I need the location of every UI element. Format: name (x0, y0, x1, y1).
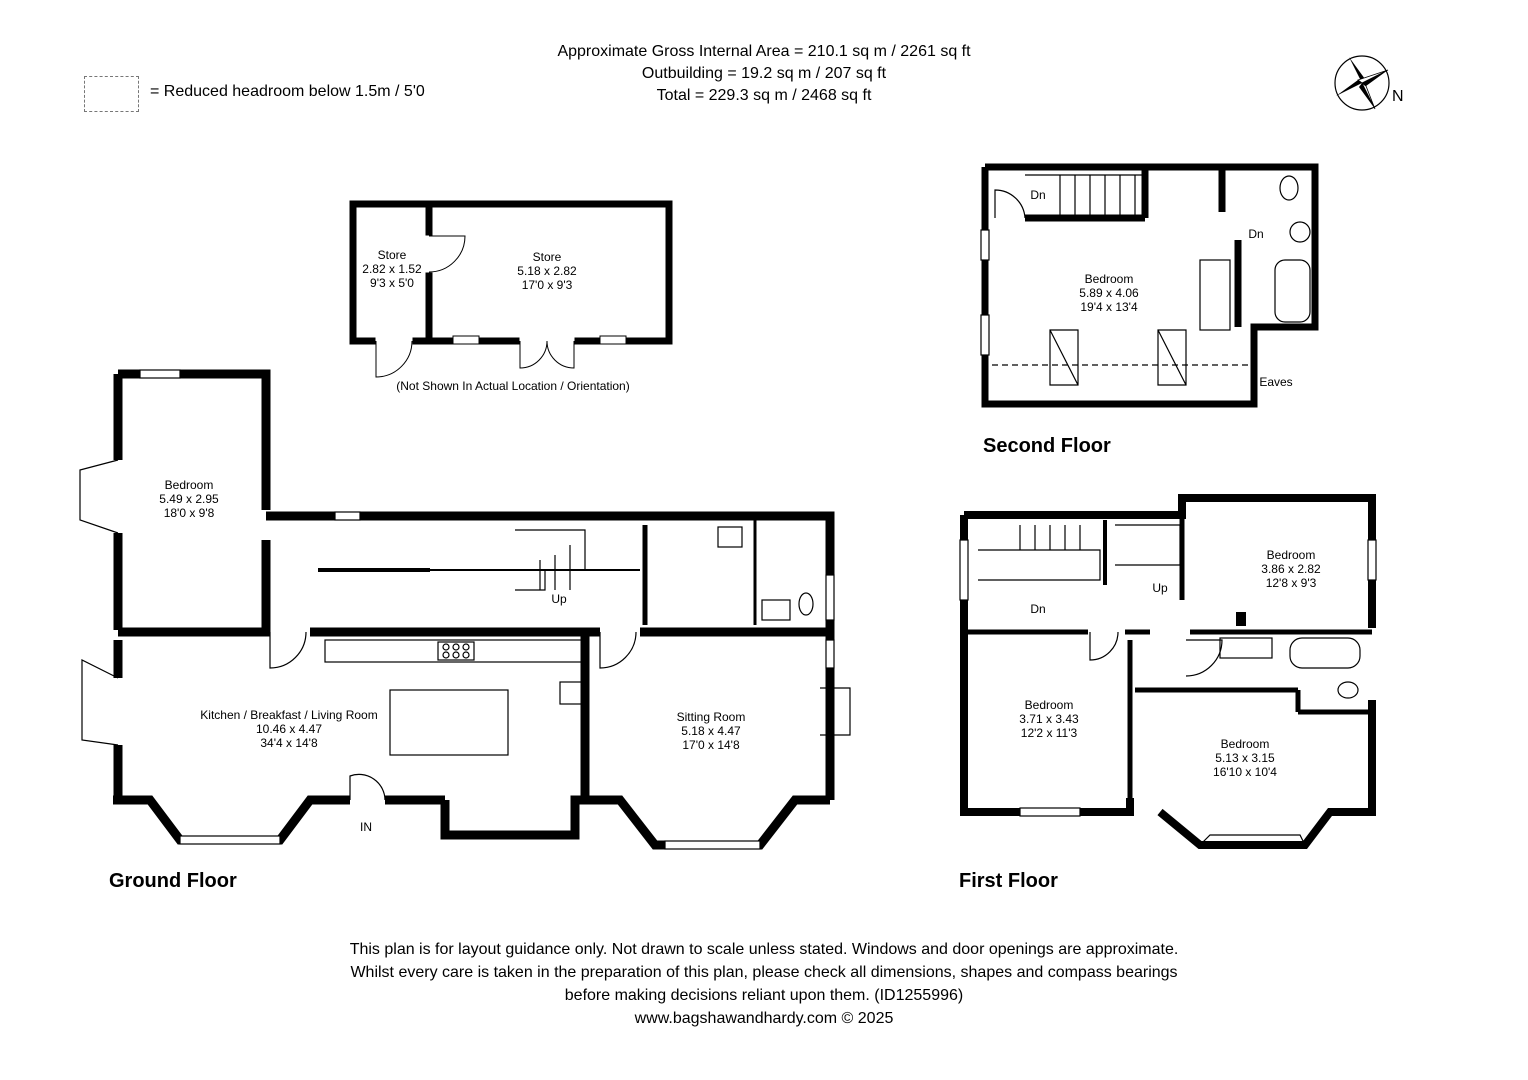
gf-bedroom-imperial: 18'0 x 9'8 (163, 506, 215, 520)
sf-stairs-dn-label: Dn (1030, 188, 1046, 202)
outbuilding-store-large-metric: 5.18 x 2.82 (517, 264, 577, 278)
reduced-headroom-legend-text: = Reduced headroom below 1.5m / 5'0 (150, 83, 425, 100)
ff-stairs-up-label: Up (1152, 581, 1168, 595)
ff-bedroom-a-name: Bedroom (1266, 548, 1316, 562)
gf-bedroom-metric: 5.49 x 2.95 (159, 492, 219, 506)
gf-entrance-label: IN (360, 820, 372, 834)
gf-sitting-name: Sitting Room (676, 710, 746, 724)
gross-area-text: Approximate Gross Internal Area = 210.1 sq m / 2261 sq ft (557, 43, 971, 60)
sf-bedroom-imperial: 19'4 x 13'4 (1080, 300, 1138, 314)
gf-stairs-up-label: Up (551, 592, 567, 606)
gf-bedroom-name: Bedroom (164, 478, 214, 492)
outbuilding-store-small-name: Store (377, 248, 407, 262)
gf-kitchen-name: Kitchen / Breakfast / Living Room (200, 708, 378, 722)
ff-bedroom-c-imperial: 16'10 x 10'4 (1213, 765, 1277, 779)
website-copyright: www.bagshawandhardy.com © 2025 (634, 1010, 894, 1027)
gf-sitting-metric: 5.18 x 4.47 (681, 724, 741, 738)
second-floor-plan (985, 167, 1315, 404)
total-area-text: Total = 229.3 sq m / 2468 sq ft (656, 87, 872, 104)
sf-bedroom-metric: 5.89 x 4.06 (1079, 286, 1139, 300)
outbuilding-area-text: Outbuilding = 19.2 sq m / 207 sq ft (641, 65, 887, 82)
ff-bedroom-b-imperial: 12'2 x 11'3 (1020, 726, 1078, 740)
outbuilding-store-large-imperial: 17'0 x 9'3 (521, 278, 573, 292)
ff-bedroom-c-metric: 5.13 x 3.15 (1215, 751, 1275, 765)
ff-bedroom-c-name: Bedroom (1220, 737, 1270, 751)
outbuilding-plan (353, 204, 669, 377)
disclaimer-line-3: before making decisions reliant upon them. (ID1255996) (564, 987, 964, 1004)
disclaimer-line-2: Whilst every care is taken in the preparation of this plan, please check all dimensions, shapes and compass bearings (350, 964, 1178, 981)
compass-icon (1335, 56, 1389, 110)
ground-floor-plan (113, 374, 830, 845)
sf-bedroom-name: Bedroom (1084, 272, 1134, 286)
gf-sitting-imperial: 17'0 x 14'8 (682, 738, 740, 752)
compass-north-label: N (1392, 88, 1404, 105)
ff-bedroom-b-metric: 3.71 x 3.43 (1019, 712, 1079, 726)
sf-eaves-label: Eaves (1259, 375, 1293, 389)
ff-bedroom-a-imperial: 12'8 x 9'3 (1265, 576, 1317, 590)
disclaimer-line-1: This plan is for layout guidance only. Not drawn to scale unless stated. Windows and door openings are approximate. (349, 941, 1179, 958)
first-floor-title: First Floor (959, 870, 1058, 892)
sf-landing-dn-label: Dn (1248, 227, 1264, 241)
gf-kitchen-imperial: 34'4 x 14'8 (260, 736, 318, 750)
outbuilding-store-small-metric: 2.82 x 1.52 (362, 262, 422, 276)
outbuilding-location-note: (Not Shown In Actual Location / Orientation) (396, 379, 630, 393)
outbuilding-store-large-name: Store (532, 250, 562, 264)
second-floor-title: Second Floor (983, 435, 1111, 457)
ff-stairs-dn-label: Dn (1030, 602, 1046, 616)
ground-floor-title: Ground Floor (109, 870, 237, 892)
outbuilding-store-small-imperial: 9'3 x 5'0 (370, 276, 414, 290)
ff-bedroom-a-metric: 3.86 x 2.82 (1261, 562, 1321, 576)
gf-kitchen-metric: 10.46 x 4.47 (255, 722, 323, 736)
ff-bedroom-b-name: Bedroom (1024, 698, 1074, 712)
